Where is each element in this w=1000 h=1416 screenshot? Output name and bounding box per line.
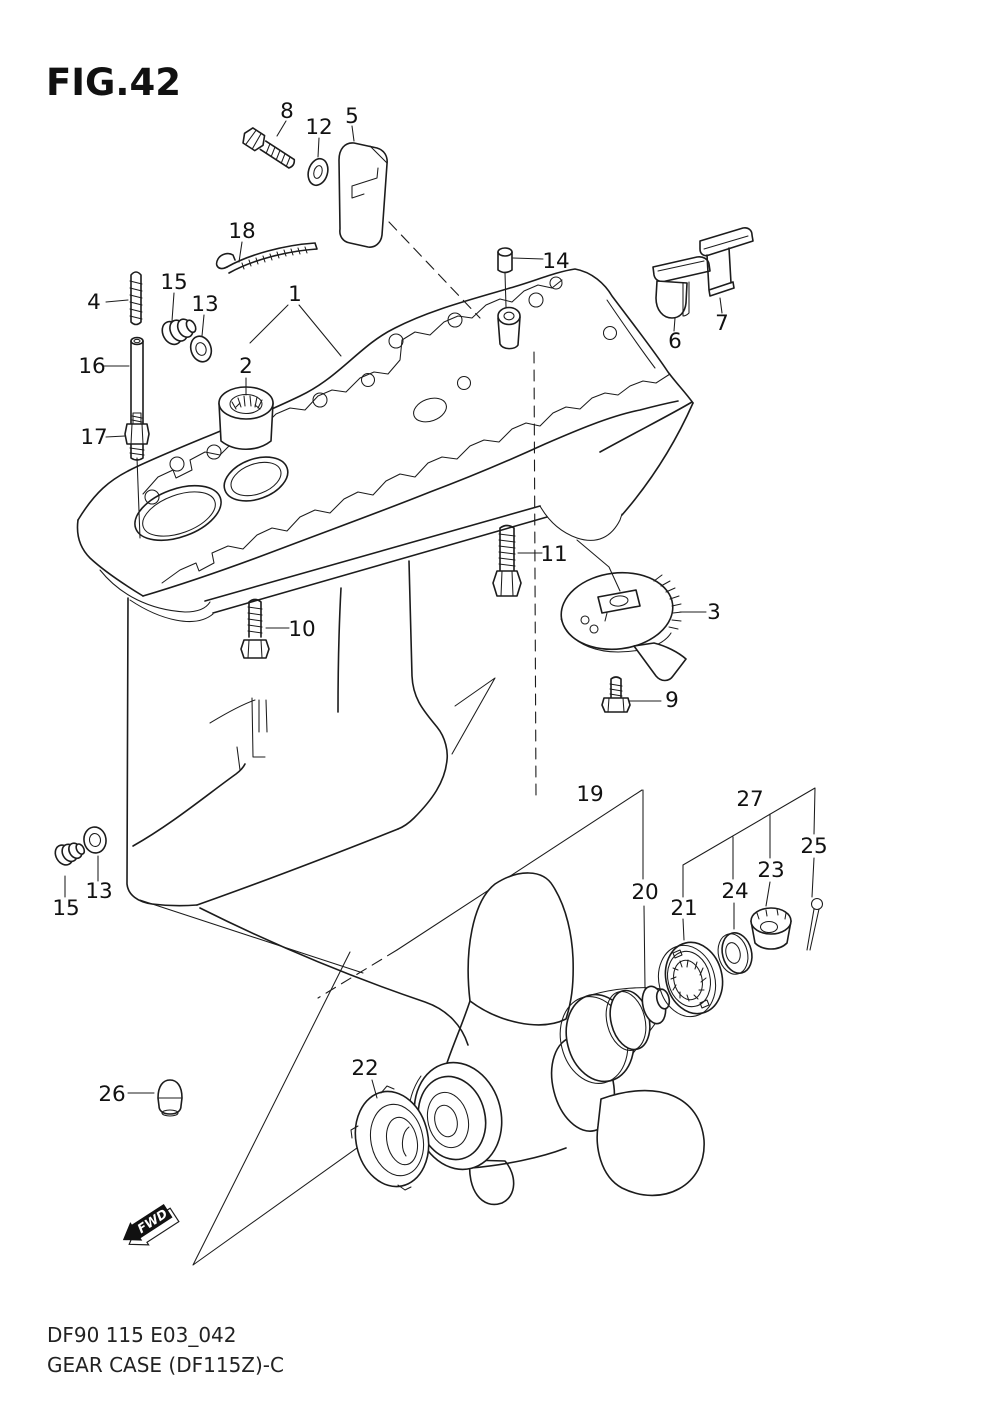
part-trim-tab-3 (557, 566, 686, 680)
callout-18: 18 (228, 219, 256, 244)
footer-code: DF90 115 E03_042 (47, 1323, 237, 1347)
callout-5: 5 (345, 104, 359, 129)
part-anode-5 (339, 143, 387, 247)
callout-2: 2 (239, 354, 253, 379)
callout-21: 21 (670, 896, 698, 921)
callout-19: 19 (576, 782, 604, 807)
fwd-label: FWD (134, 1205, 171, 1237)
part-bolt-11 (493, 526, 521, 597)
callout-14: 14 (542, 249, 570, 274)
callout-23: 23 (757, 858, 785, 883)
callout-15a: 15 (160, 270, 188, 295)
callout-17: 17 (80, 425, 108, 450)
callout-15b: 15 (52, 896, 80, 921)
callout-7: 7 (715, 311, 729, 336)
callout-25: 25 (800, 834, 828, 859)
part-bolt-10 (241, 600, 269, 659)
part-plug-15b (52, 836, 87, 868)
propeller (403, 873, 704, 1204)
callout-1: 1 (288, 282, 302, 307)
part-clip-6 (653, 257, 710, 318)
part-bolt-8 (240, 126, 298, 173)
part-plug-26 (158, 1080, 182, 1116)
fwd-arrow (117, 1200, 181, 1255)
callout-8: 8 (280, 99, 294, 124)
callout-26: 26 (98, 1082, 126, 1107)
part-grease-nipple-17 (125, 413, 149, 460)
callout-13b: 13 (85, 879, 113, 904)
part-strap-18 (217, 243, 317, 273)
part-bolt-9 (602, 677, 630, 712)
part-stud-4 (130, 272, 142, 325)
part-washer-13b (82, 826, 107, 855)
callout-24: 24 (721, 879, 749, 904)
part-cotter-pin-25 (807, 899, 823, 951)
part-pin-14 (498, 248, 512, 273)
figure-title: FIG.42 (46, 61, 181, 104)
callout-12: 12 (305, 115, 333, 140)
part-prop-nut-23 (751, 908, 791, 949)
callout-20: 20 (631, 880, 659, 905)
callout-16: 16 (78, 354, 106, 379)
part-washer-12 (305, 156, 331, 187)
callout-27: 27 (736, 787, 764, 812)
footer-caption: GEAR CASE (DF115Z)-C (47, 1353, 284, 1377)
gear-case-housing (78, 269, 694, 1045)
callout-10: 10 (288, 617, 316, 642)
callout-4: 4 (87, 290, 101, 315)
part-bracket-7 (700, 228, 753, 296)
callout-13a: 13 (191, 292, 219, 317)
part-bushing-2 (219, 387, 273, 449)
callout-3: 3 (707, 600, 721, 625)
callout-11: 11 (540, 542, 568, 567)
callout-6: 6 (668, 329, 682, 354)
part-washer-13a (187, 334, 214, 365)
callout-9: 9 (665, 688, 679, 713)
callout-22: 22 (351, 1056, 379, 1081)
